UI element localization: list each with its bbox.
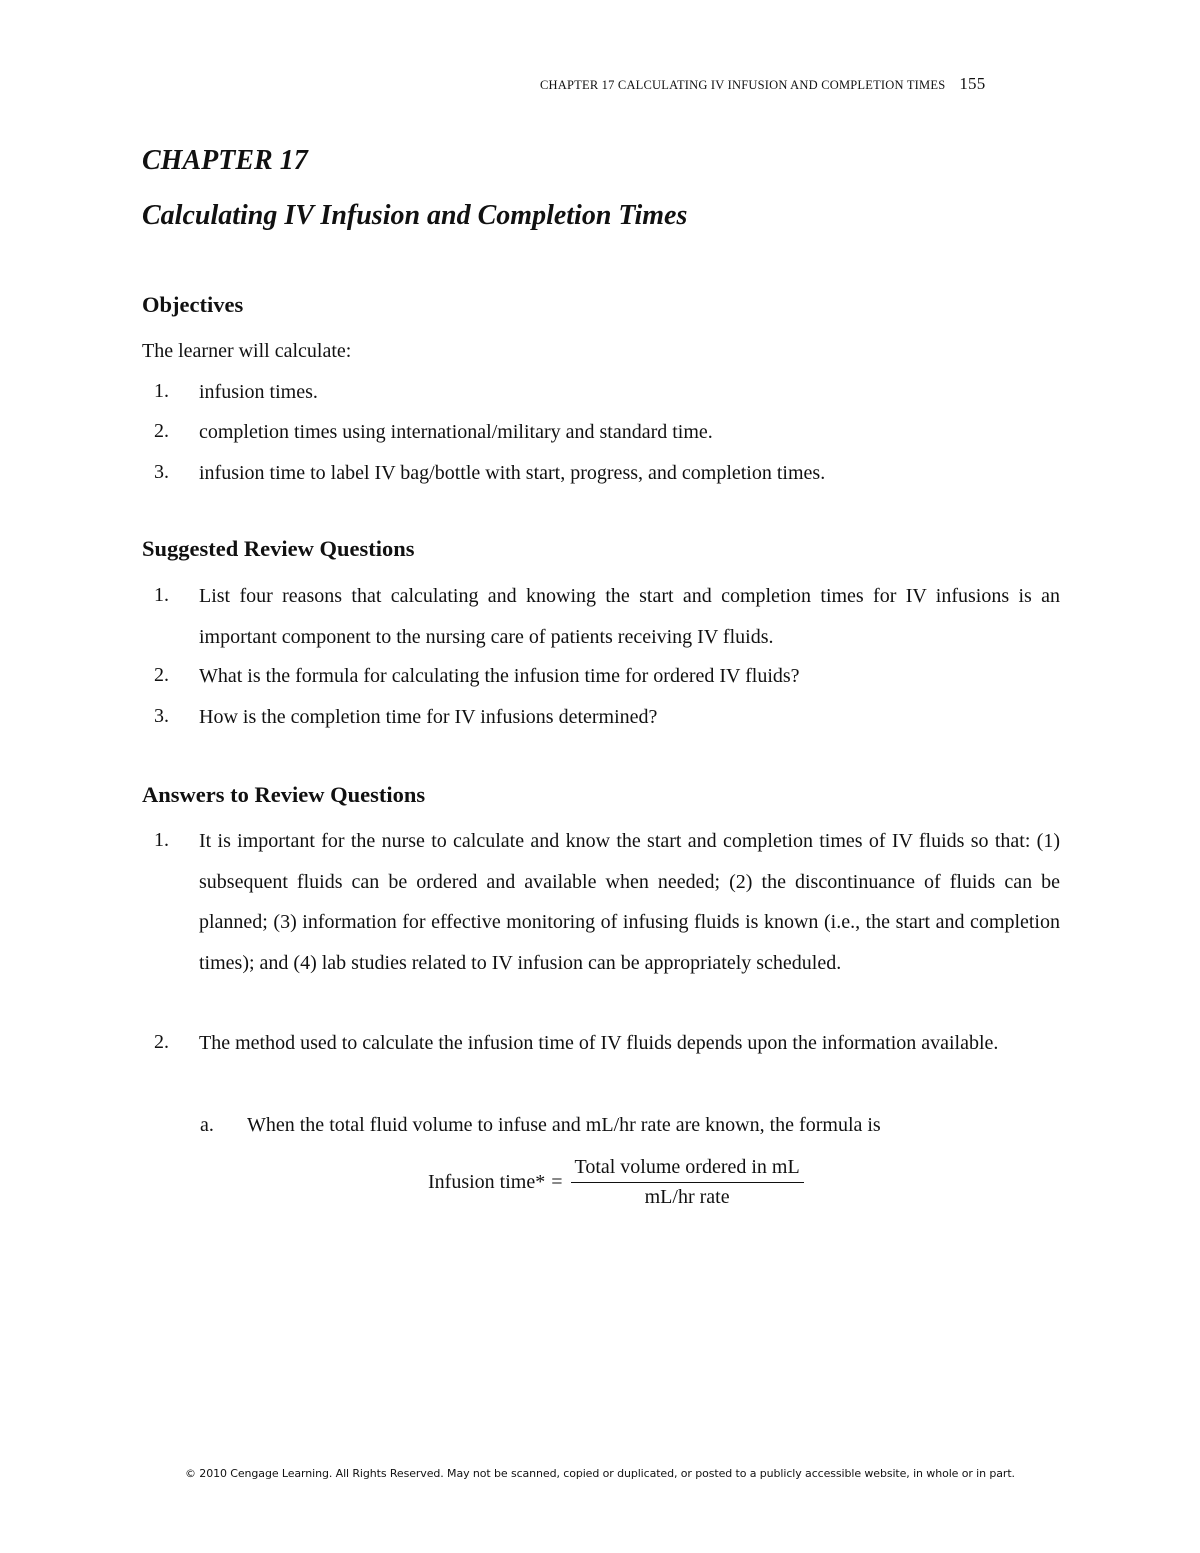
answers-heading: Answers to Review Questions bbox=[142, 782, 426, 807]
review-questions-heading: Suggested Review Questions bbox=[142, 536, 415, 561]
list-text: The method used to calculate the infusion time of IV fluids depends upon the information available. bbox=[199, 1032, 999, 1054]
answer-item bbox=[154, 1023, 1060, 1064]
objectives-heading: Objectives bbox=[142, 292, 244, 317]
list-text: infusion times. bbox=[199, 381, 318, 403]
objectives-intro: The learner will calculate: bbox=[142, 340, 352, 362]
list-text: What is the formula for calculating the infusion time for ordered IV fluids? bbox=[199, 665, 800, 687]
list-number: 2. bbox=[154, 1031, 169, 1053]
objective-item bbox=[154, 412, 1060, 453]
answer-item bbox=[154, 821, 1060, 983]
objective-item bbox=[154, 453, 1060, 494]
page-number: 155 bbox=[959, 74, 986, 93]
list-text: completion times using international/military and standard time. bbox=[199, 421, 713, 443]
review-question-item bbox=[154, 656, 1060, 697]
list-number: 2. bbox=[154, 664, 169, 686]
list-number: 3. bbox=[154, 705, 169, 727]
list-text: List four reasons that calculating and knowing the start and completion times for IV infusions is an important component to the nursing care of patients receiving IV fluids. bbox=[199, 585, 1060, 648]
chapter-title: Calculating IV Infusion and Completion Times bbox=[142, 200, 688, 231]
answer-sub-item bbox=[200, 1105, 1060, 1145]
review-question-item bbox=[154, 576, 1060, 657]
list-number: 3. bbox=[154, 461, 169, 483]
list-number: 1. bbox=[154, 584, 169, 606]
running-header-title: CHAPTER 17 CALCULATING IV INFUSION AND COMPLETION TIMES bbox=[540, 78, 946, 92]
list-text: infusion time to label IV bag/bottle with start, progress, and completion times. bbox=[199, 462, 826, 484]
objective-item bbox=[154, 372, 1060, 413]
formula-equals: = bbox=[551, 1170, 563, 1193]
sub-list-text: When the total fluid volume to infuse and mL/hr rate are known, the formula is bbox=[247, 1114, 881, 1136]
formula-fraction bbox=[571, 1156, 804, 1209]
review-question-item bbox=[154, 697, 1060, 738]
list-text: How is the completion time for IV infusions determined? bbox=[199, 706, 658, 728]
copyright-footer: © 2010 Cengage Learning. All Rights Reserved. May not be scanned, copied or duplicated, or posted to a publicly accessible website, in whole or in part. bbox=[185, 1467, 1015, 1480]
formula-numerator: Total volume ordered in mL bbox=[571, 1156, 804, 1183]
list-number: 2. bbox=[154, 420, 169, 442]
list-number: 1. bbox=[154, 380, 169, 402]
list-number: 1. bbox=[154, 829, 169, 851]
list-text: It is important for the nurse to calculate and know the start and completion times of IV fluids so that: (1) subsequent fluids can be ordered and available when needed; (2) the discontinuance of fluids can be planned; (3) information for effective monitoring of infusing fluids is known (i.e., the start and completion times); and (4) lab studies related to IV infusion can be appropriately scheduled. bbox=[199, 830, 1060, 974]
sub-list-letter: a. bbox=[200, 1114, 214, 1136]
running-header bbox=[540, 74, 985, 94]
formula-denominator: mL/hr rate bbox=[644, 1185, 730, 1208]
chapter-number: CHAPTER 17 bbox=[142, 145, 308, 176]
formula-lhs: Infusion time* bbox=[428, 1170, 546, 1193]
infusion-time-formula bbox=[428, 1152, 804, 1212]
